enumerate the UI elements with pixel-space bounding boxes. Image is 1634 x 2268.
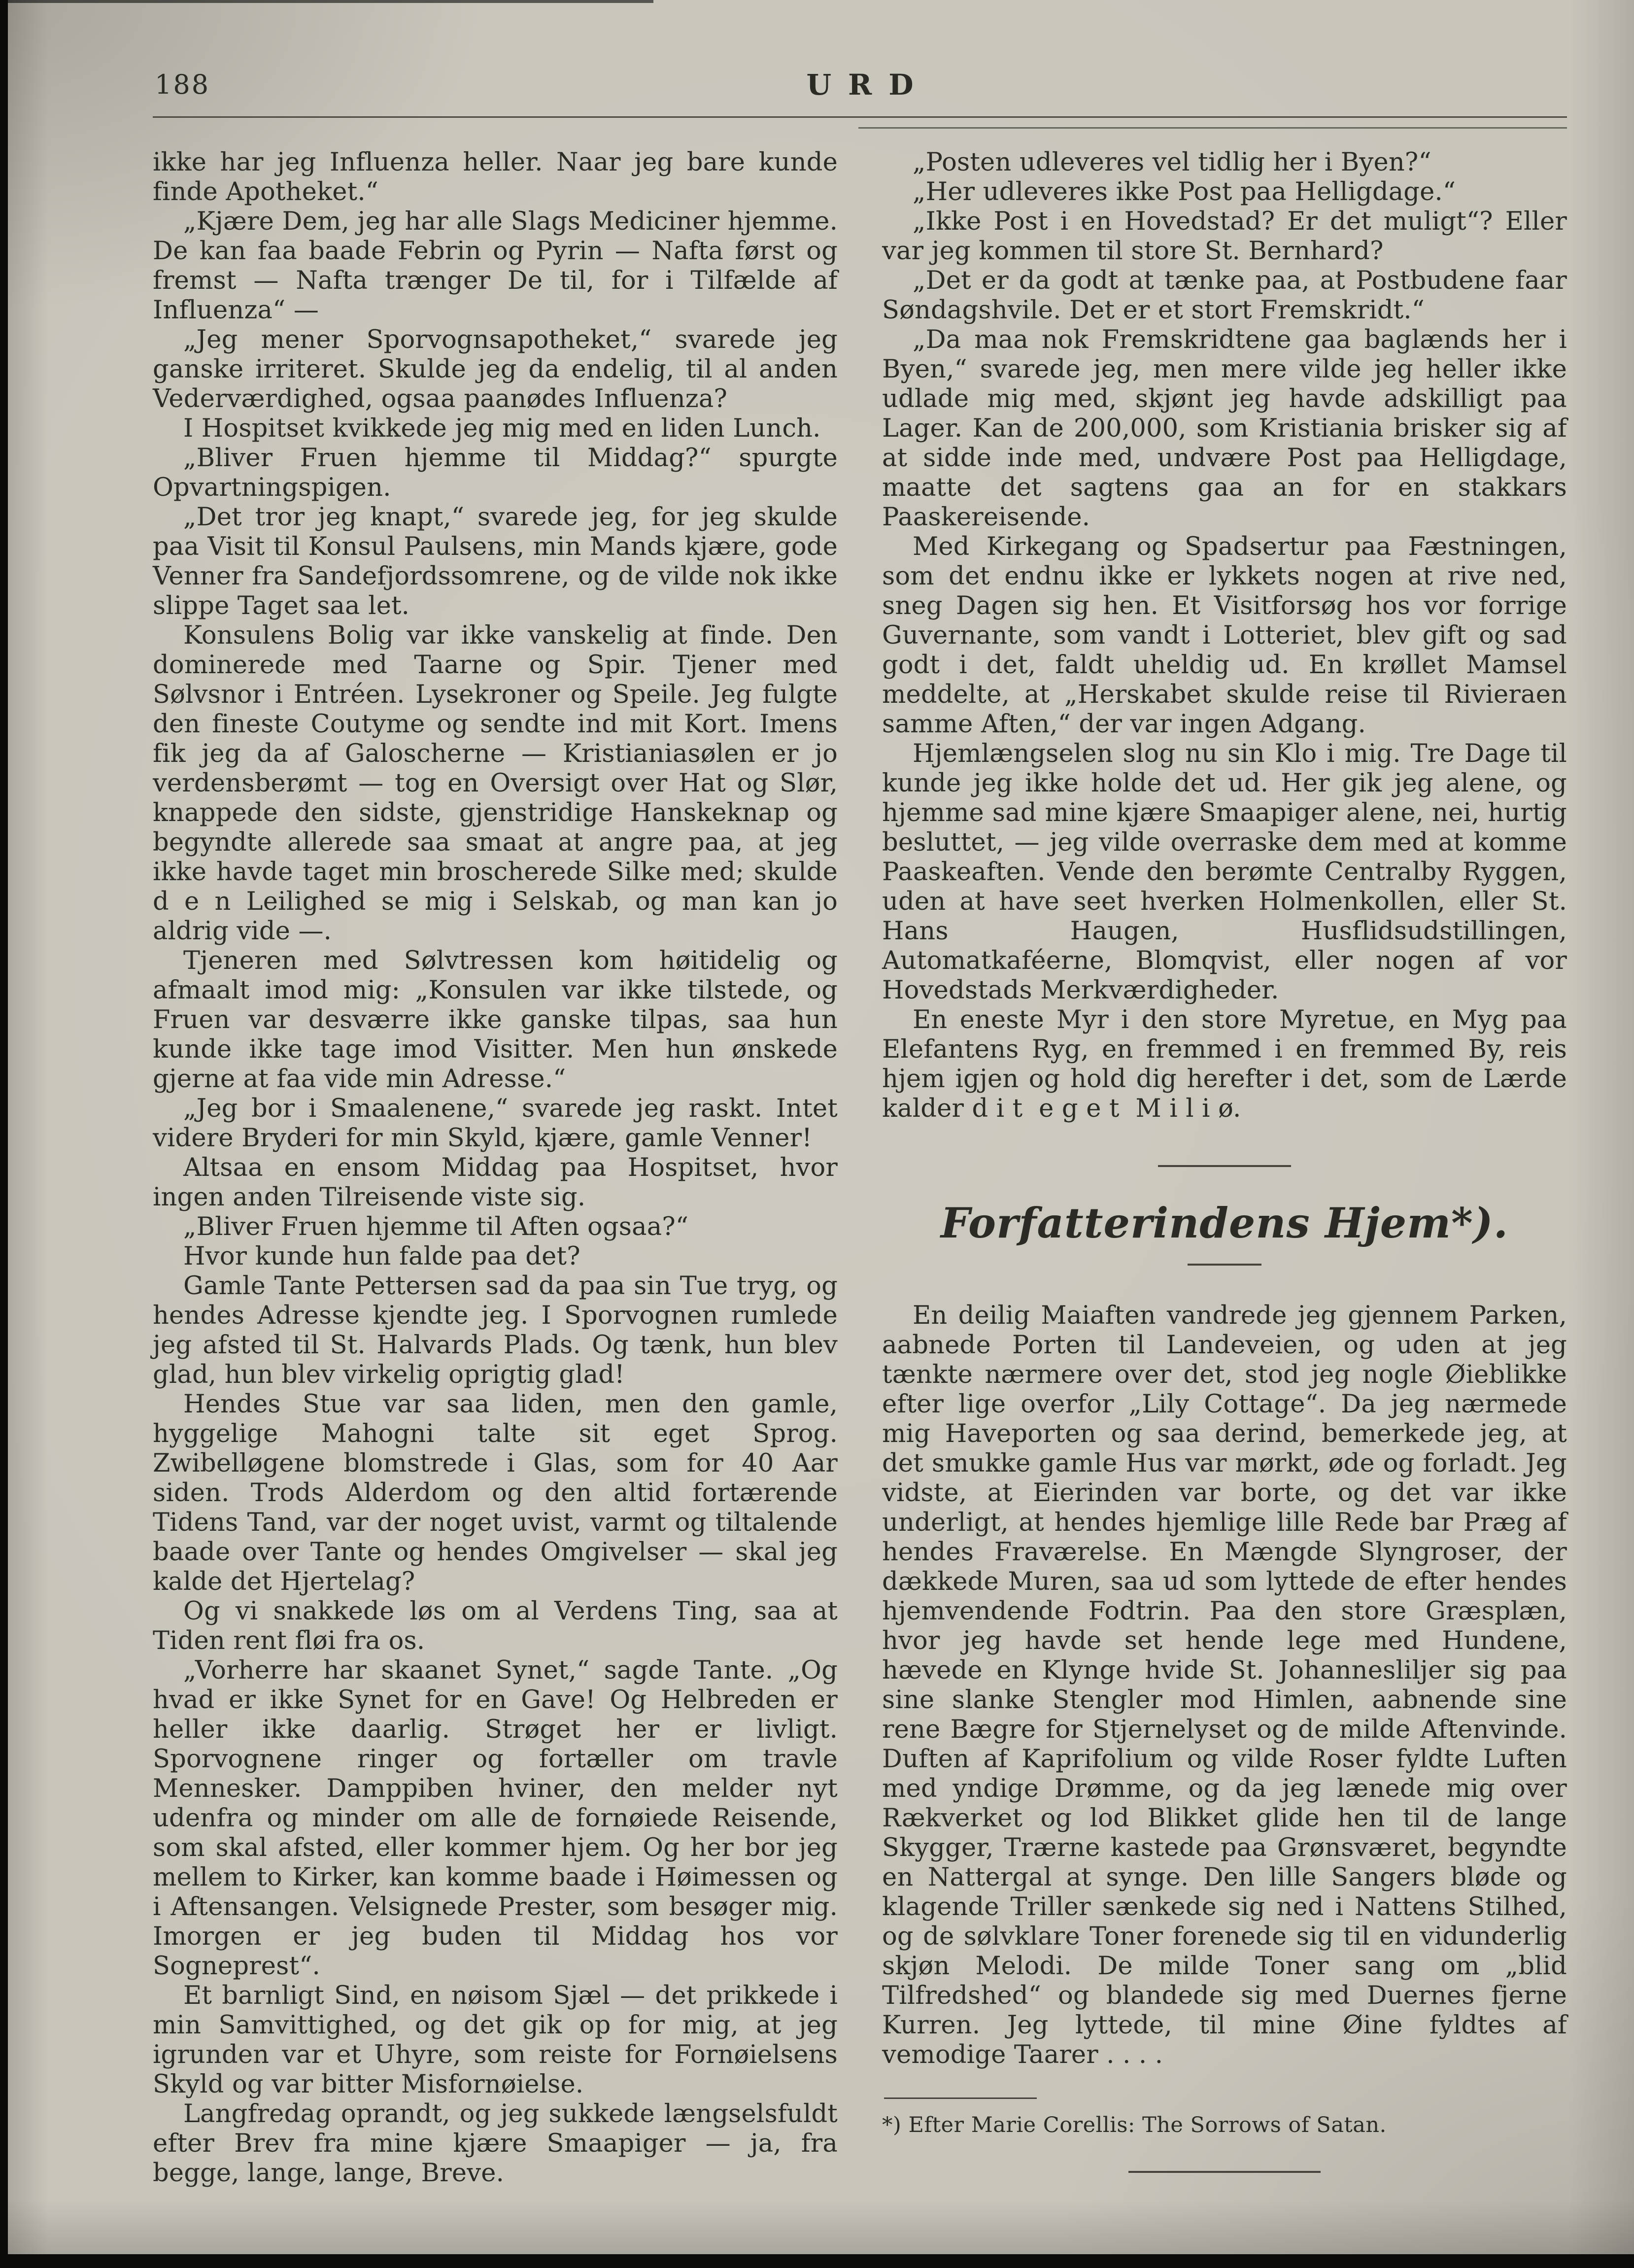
paragraph: „Bliver Fruen hjemme til Middag?“ spurgte Opvartningspigen. <box>153 444 838 502</box>
page-body <box>153 148 1567 2188</box>
running-head <box>153 68 1567 102</box>
section-body <box>882 1301 1567 2070</box>
paragraph: „Det tror jeg knapt,“ svarede jeg, for jeg skulde paa Visit til Konsul Paulsens, min Mands kjære, gode Venner fra Sandefjordssomrene, og de vilde nok ikke slippe Taget saa let. <box>153 503 838 620</box>
footnote-text: *) Efter Marie Corellis: The Sorrows of Satan. <box>882 2113 1387 2137</box>
paragraph: En eneste Myr i den store Myretue, en Myg paa Elefantens Ryg, en fremmed i en fremmed By, reis hjem igjen og hold dig herefter i det, som de Lærde kalder d i t e g e t M i l i ø. <box>882 1005 1567 1123</box>
bottom-rule <box>1128 2171 1321 2173</box>
scan-edge-top <box>0 0 653 3</box>
paragraph: Med Kirkegang og Spadsertur paa Fæstningen, som det endnu ikke er lykkets nogen at rive ned, sneg Dagen sig hen. Et Visitforsøg hos vor forrige Guvernante, som vandt i Lotteriet, blev gift og sad godt i det, faldt uheldig ud. En krøllet Mamsel meddelte, at „Herskabet skulde reise til Rivieraen samme Aften,“ der var ingen Adgang. <box>882 532 1567 739</box>
paragraph: „Bliver Fruen hjemme til Aften ogsaa?“ <box>183 1212 689 1241</box>
paragraph: „Vorherre har skaanet Synet,“ sagde Tante. „Og hvad er ikke Synet for en Gave! Og Helbreden er heller ikke daarlig. Strøget her er livligt. Sporvognene ringer og fortæller om travle Mennesker. Damppiben hviner, den melder nyt udenfra og minder om alle de fornøiede Reisende, som skal afsted, eller kommer hjem. Og her bor jeg mellem to Kirker, kan komme baade i Høimessen og i Aftensangen. Velsignede Prester, som besøger mig. Imorgen er jeg buden til Middag hos vor Sogneprest“. <box>153 1656 838 1981</box>
right-column <box>882 148 1567 2188</box>
story-continuation <box>882 148 1567 1124</box>
paragraph: Konsulens Bolig var ikke vanskelig at finde. Den dominerede med Taarne og Spir. Tjener med Sølvsnor i Entréen. Lysekroner og Speile. Jeg fulgte den fineste Coutyme og sendte ind mit Kort. Imens fik jeg da af Galoscherne — Kristianiasølen er jo verdensberømt — tog en Oversigt over Hat og Slør, knappede den sidste, gjenstridige Hanskeknap og begyndte allerede saa smaat at angre paa, at jeg ikke havde taget min broscherede Silke med; skulde d e n Leilighed se mig i Selskab, og man kan jo aldrig vide —. <box>153 621 838 946</box>
paragraph: ikke har jeg Influenza heller. Naar jeg bare kunde finde Apotheket.“ <box>153 148 838 206</box>
paragraph: „Posten udleveres vel tidlig her i Byen?“ <box>913 148 1431 177</box>
paragraph: Hendes Stue var saa liden, men den gamle, hyggelige Mahogni talte sit eget Sprog. Zwibelløgene blomstrede i Glas, som for 40 Aar siden. Trods Alderdom og den altid fortærende Tidens Tand, var der noget uvist, varmt og tiltalende baade over Tante og hendes Omgivelser — skal jeg kalde det Hjertelag? <box>153 1390 838 1596</box>
paragraph: „Jeg mener Sporvognsapotheket,“ svarede jeg ganske irriteret. Skulde jeg da endelig, til al anden Vederværdighed, ogsaa paanødes Influenza? <box>153 325 838 413</box>
footnote-block <box>882 2097 1567 2173</box>
paragraph: „Da maa nok Fremskridtene gaa baglænds her i Byen,“ svarede jeg, men mere vilde jeg heller ikke udlade mig med, skjønt jeg havde adskilligt paa Lager. Kan de 200,000, som Kristiania brisker sig af at sidde inde med, undvære Post paa Helligdage, maatte det sagtens gaa an for en stakkars Paaskereisende. <box>882 325 1567 532</box>
paragraph: „Det er da godt at tænke paa, at Postbudene faar Søndagshvile. Det er et stort Fremskridt.“ <box>882 266 1567 325</box>
section-divider-rule <box>1158 1165 1291 1167</box>
paragraph: Gamle Tante Pettersen sad da paa sin Tue tryg, og hendes Adresse kjendte jeg. I Sporvognen rumlede jeg afsted til St. Halvards Plads. Og tænk, hun blev glad, hun blev virkelig oprigtig glad! <box>153 1271 838 1389</box>
paragraph: Langfredag oprandt, og jeg sukkede længselsfuldt efter Brev fra mine kjære Smaapiger — ja, fra begge, lange, lange, Breve. <box>153 2099 838 2188</box>
paragraph: I Hospitset kvikkede jeg mig med en liden Lunch. <box>183 414 821 443</box>
paragraph: „Jeg bor i Smaalenene,“ svarede jeg raskt. Intet videre Bryderi for min Skyld, kjære, gamle Venner! <box>153 1094 838 1153</box>
paragraph: Hvor kunde hun falde paa det? <box>183 1242 580 1271</box>
paragraph: „Her udleveres ikke Post paa Helligdage.“ <box>913 177 1456 206</box>
section-title: Forfatterindens Hjem*). <box>941 1199 1508 1247</box>
scan-edge-bottom <box>0 2254 1634 2268</box>
left-column <box>153 148 838 2188</box>
footnote-rule <box>884 2097 1037 2099</box>
paragraph: Tjeneren med Sølvtressen kom høitidelig og afmaalt imod mig: „Konsulen var ikke tilstede, og Fruen var desværre ikke ganske tilpas, saa hun kunde ikke tage imod Visitter. Men hun ønskede gjerne at faa vide min Adresse.“ <box>153 946 838 1094</box>
paragraph: Hjemlængselen slog nu sin Klo i mig. Tre Dage til kunde jeg ikke holde det ud. Her gik jeg alene, og hjemme sad mine kjære Smaapiger alene, nei, hurtig besluttet, — jeg vilde overraske dem med at komme Paaskeaften. Vende den berømte Centralby Ryggen, uden at have seet hverken Holmenkollen, eller St. Hans Haugen, Husflidsudstillingen, Automatkaféerne, Blomqvist, eller nogen af vor Hovedstads Merkværdigheder. <box>882 739 1567 1005</box>
paragraph: „Ikke Post i en Hovedstad? Er det muligt“? Eller var jeg kommen til store St. Bernhard? <box>882 207 1567 266</box>
header-rule-right <box>858 127 1567 129</box>
paragraph: Og vi snakkede løs om al Verdens Ting, saa at Tiden rent fløi fra os. <box>153 1597 838 1655</box>
paragraph: Et barnligt Sind, en nøisom Sjæl — det prikkede i min Samvittighed, og det gik op for mig, at jeg igrunden var et Uhyre, som reiste for Fornøielsens Skyld og var bitter Misfornøielse. <box>153 1981 838 2099</box>
title-underline-rule <box>1188 1264 1261 1266</box>
page-number: 188 <box>155 69 210 100</box>
paragraph: Altsaa en ensom Middag paa Hospitset, hvor ingen anden Tilreisende viste sig. <box>153 1153 838 1212</box>
paragraph: „Kjære Dem, jeg har alle Slags Mediciner hjemme. De kan faa baade Febrin og Pyrin — Nafta først og fremst — Nafta trænger De til, for i Tilfælde af Influenza“ — <box>153 207 838 325</box>
masthead-title: URD <box>806 68 930 102</box>
scan-edge-left <box>0 0 8 2268</box>
header-rule <box>153 116 1567 118</box>
paragraph: En deilig Maiaften vandrede jeg gjennem Parken, aabnede Porten til Landeveien, og uden at jeg tænkte nærmere over det, stod jeg nogle Øieblikke efter lige overfor „Lily Cottage“. Da jeg nærmede mig Haveporten og saa derind, bemerkede jeg, at det smukke gamle Hus var mørkt, øde og forladt. Jeg vidste, at Eierinden var borte, og det var ikke underligt, at hendes hjemlige lille Rede bar Præg af hendes Fraværelse. En Mængde Slyngroser, der dækkede Muren, saa ud som lyttede de efter hendes hjemvendende Fodtrin. Paa den store Græsplæn, hvor jeg havde set hende lege med Hundene, hævede en Klynge hvide St. Johannesliljer sig paa sine slanke Stengler mod Himlen, aabnende sine rene Bægre for Stjernelyset og de milde Aftenvinde. Duften af Kaprifolium og vilde Roser fyldte Luften med yndige Drømme, og da jeg lænede mig over Rækverket og lod Blikket glide hen til de lange Skygger, Trærne kastede paa Grønsværet, begyndte en Nattergal at synge. Den lille Sangers bløde og klagende Triller sænkede sig ned i Nattens Stilhed, og de sølvklare Toner forenede sig til en vidunderlig skjøn Melodi. De milde Toner sang om „blid Tilfredshed“ og blandede sig med Duernes fjerne Kurren. Jeg lyttede, til mine Øine fyldtes af vemodige Taarer . . . . <box>882 1301 1567 2069</box>
